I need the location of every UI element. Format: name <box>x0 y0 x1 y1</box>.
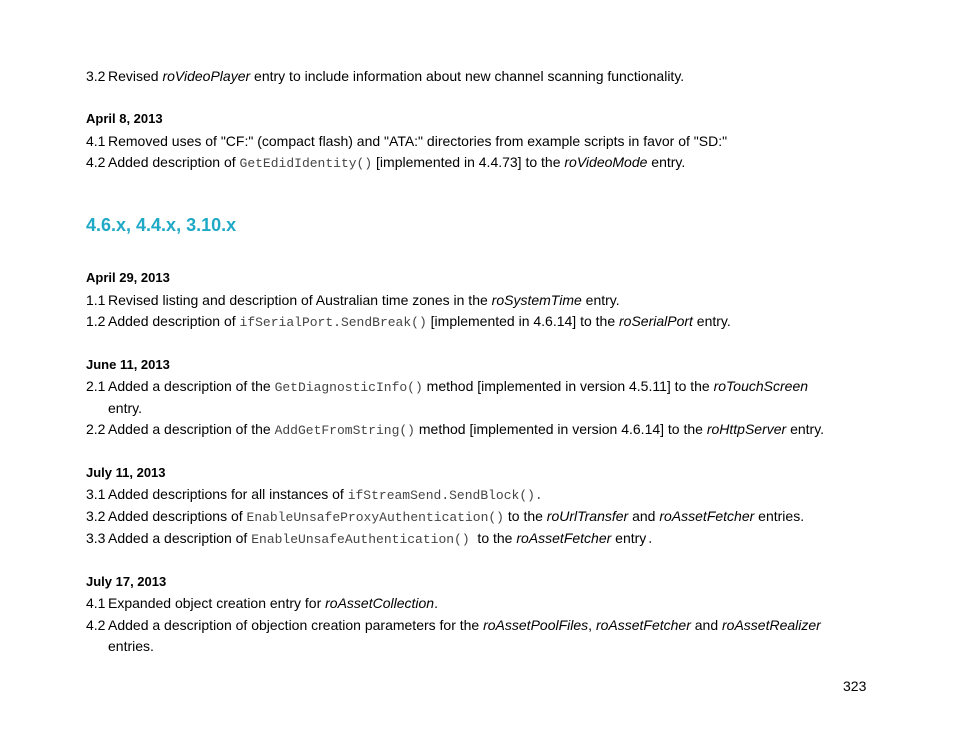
list-item: 2.2 Added a description of the AddGetFromString() method [implemented in version 4.6.14] to the roHttpServer entry. <box>86 421 825 438</box>
list-item: 4.1 Removed uses of "CF:" (compact flash) and "ATA:" directories from example scripts in favor of "SD:" <box>86 133 728 149</box>
item-number: 3.3 <box>86 530 106 546</box>
list-item: 3.1 Added descriptions for all instances of ifStreamSend.SendBlock(). <box>86 486 543 503</box>
code-snippet: ifSerialPort.SendBreak() <box>239 315 427 330</box>
list-item: 3.2 Revised roVideoPlayer entry to include information about new channel scanning functionality. <box>86 68 685 84</box>
item-number: 4.1 <box>86 595 106 611</box>
list-item: 4.1 Expanded object creation entry for roAssetCollection. <box>86 595 438 611</box>
list-item: 4.2 Added a description of objection creation parameters for the roAssetPoolFiles, roAssetFetcher and roAssetRealizer <box>86 617 821 633</box>
date-heading: April 29, 2013 <box>86 270 170 285</box>
list-item: 3.2 Added descriptions of EnableUnsafeProxyAuthentication() to the roUrlTransfer and roAssetFetcher entries. <box>86 508 805 525</box>
item-number: 2.1 <box>86 378 106 394</box>
section-heading: 4.6.x, 4.4.x, 3.10.x <box>86 215 237 235</box>
item-number: 3.1 <box>86 486 106 502</box>
list-item: 2.1 Added a description of the GetDiagnosticInfo() method [implemented in version 4.5.11] to the roTouchScreen <box>86 378 809 395</box>
page-number: 323 <box>843 678 867 694</box>
date-heading: July 17, 2013 <box>86 574 167 589</box>
item-number: 3.2 <box>86 68 106 84</box>
code-snippet: GetDiagnosticInfo() <box>274 380 423 395</box>
item-number: 1.2 <box>86 313 106 329</box>
date-heading: April 8, 2013 <box>86 111 163 126</box>
date-heading: July 11, 2013 <box>86 465 166 480</box>
list-item: 1.1 Revised listing and description of Australian time zones in the roSystemTime entry. <box>86 292 620 308</box>
item-number: 1.1 <box>86 292 106 308</box>
list-item: 4.2 Added description of GetEdidIdentity() [implemented in 4.4.73] to the roVideoMode entry. <box>86 154 686 171</box>
code-snippet: AddGetFromString() <box>274 423 415 438</box>
item-number: 4.2 <box>86 617 106 633</box>
list-item-continuation: entries. <box>108 638 154 654</box>
item-number: 3.2 <box>86 508 106 524</box>
item-number: 2.2 <box>86 421 106 437</box>
list-item: 3.3 Added a description of EnableUnsafeAuthentication() to the roAssetFetcher entry. <box>86 530 655 547</box>
item-number: 4.1 <box>86 133 106 149</box>
list-item: 1.2 Added description of ifSerialPort.SendBreak() [implemented in 4.6.14] to the roSerialPort entry. <box>86 313 731 330</box>
code-snippet: EnableUnsafeAuthentication() <box>251 532 470 547</box>
date-heading: June 11, 2013 <box>86 357 170 372</box>
code-snippet: EnableUnsafeProxyAuthentication() <box>246 510 504 525</box>
code-snippet: ifStreamSend.SendBlock(). <box>347 488 543 503</box>
list-item-continuation: entry. <box>108 400 142 416</box>
code-snippet: GetEdidIdentity() <box>239 156 373 171</box>
item-number: 4.2 <box>86 154 106 170</box>
